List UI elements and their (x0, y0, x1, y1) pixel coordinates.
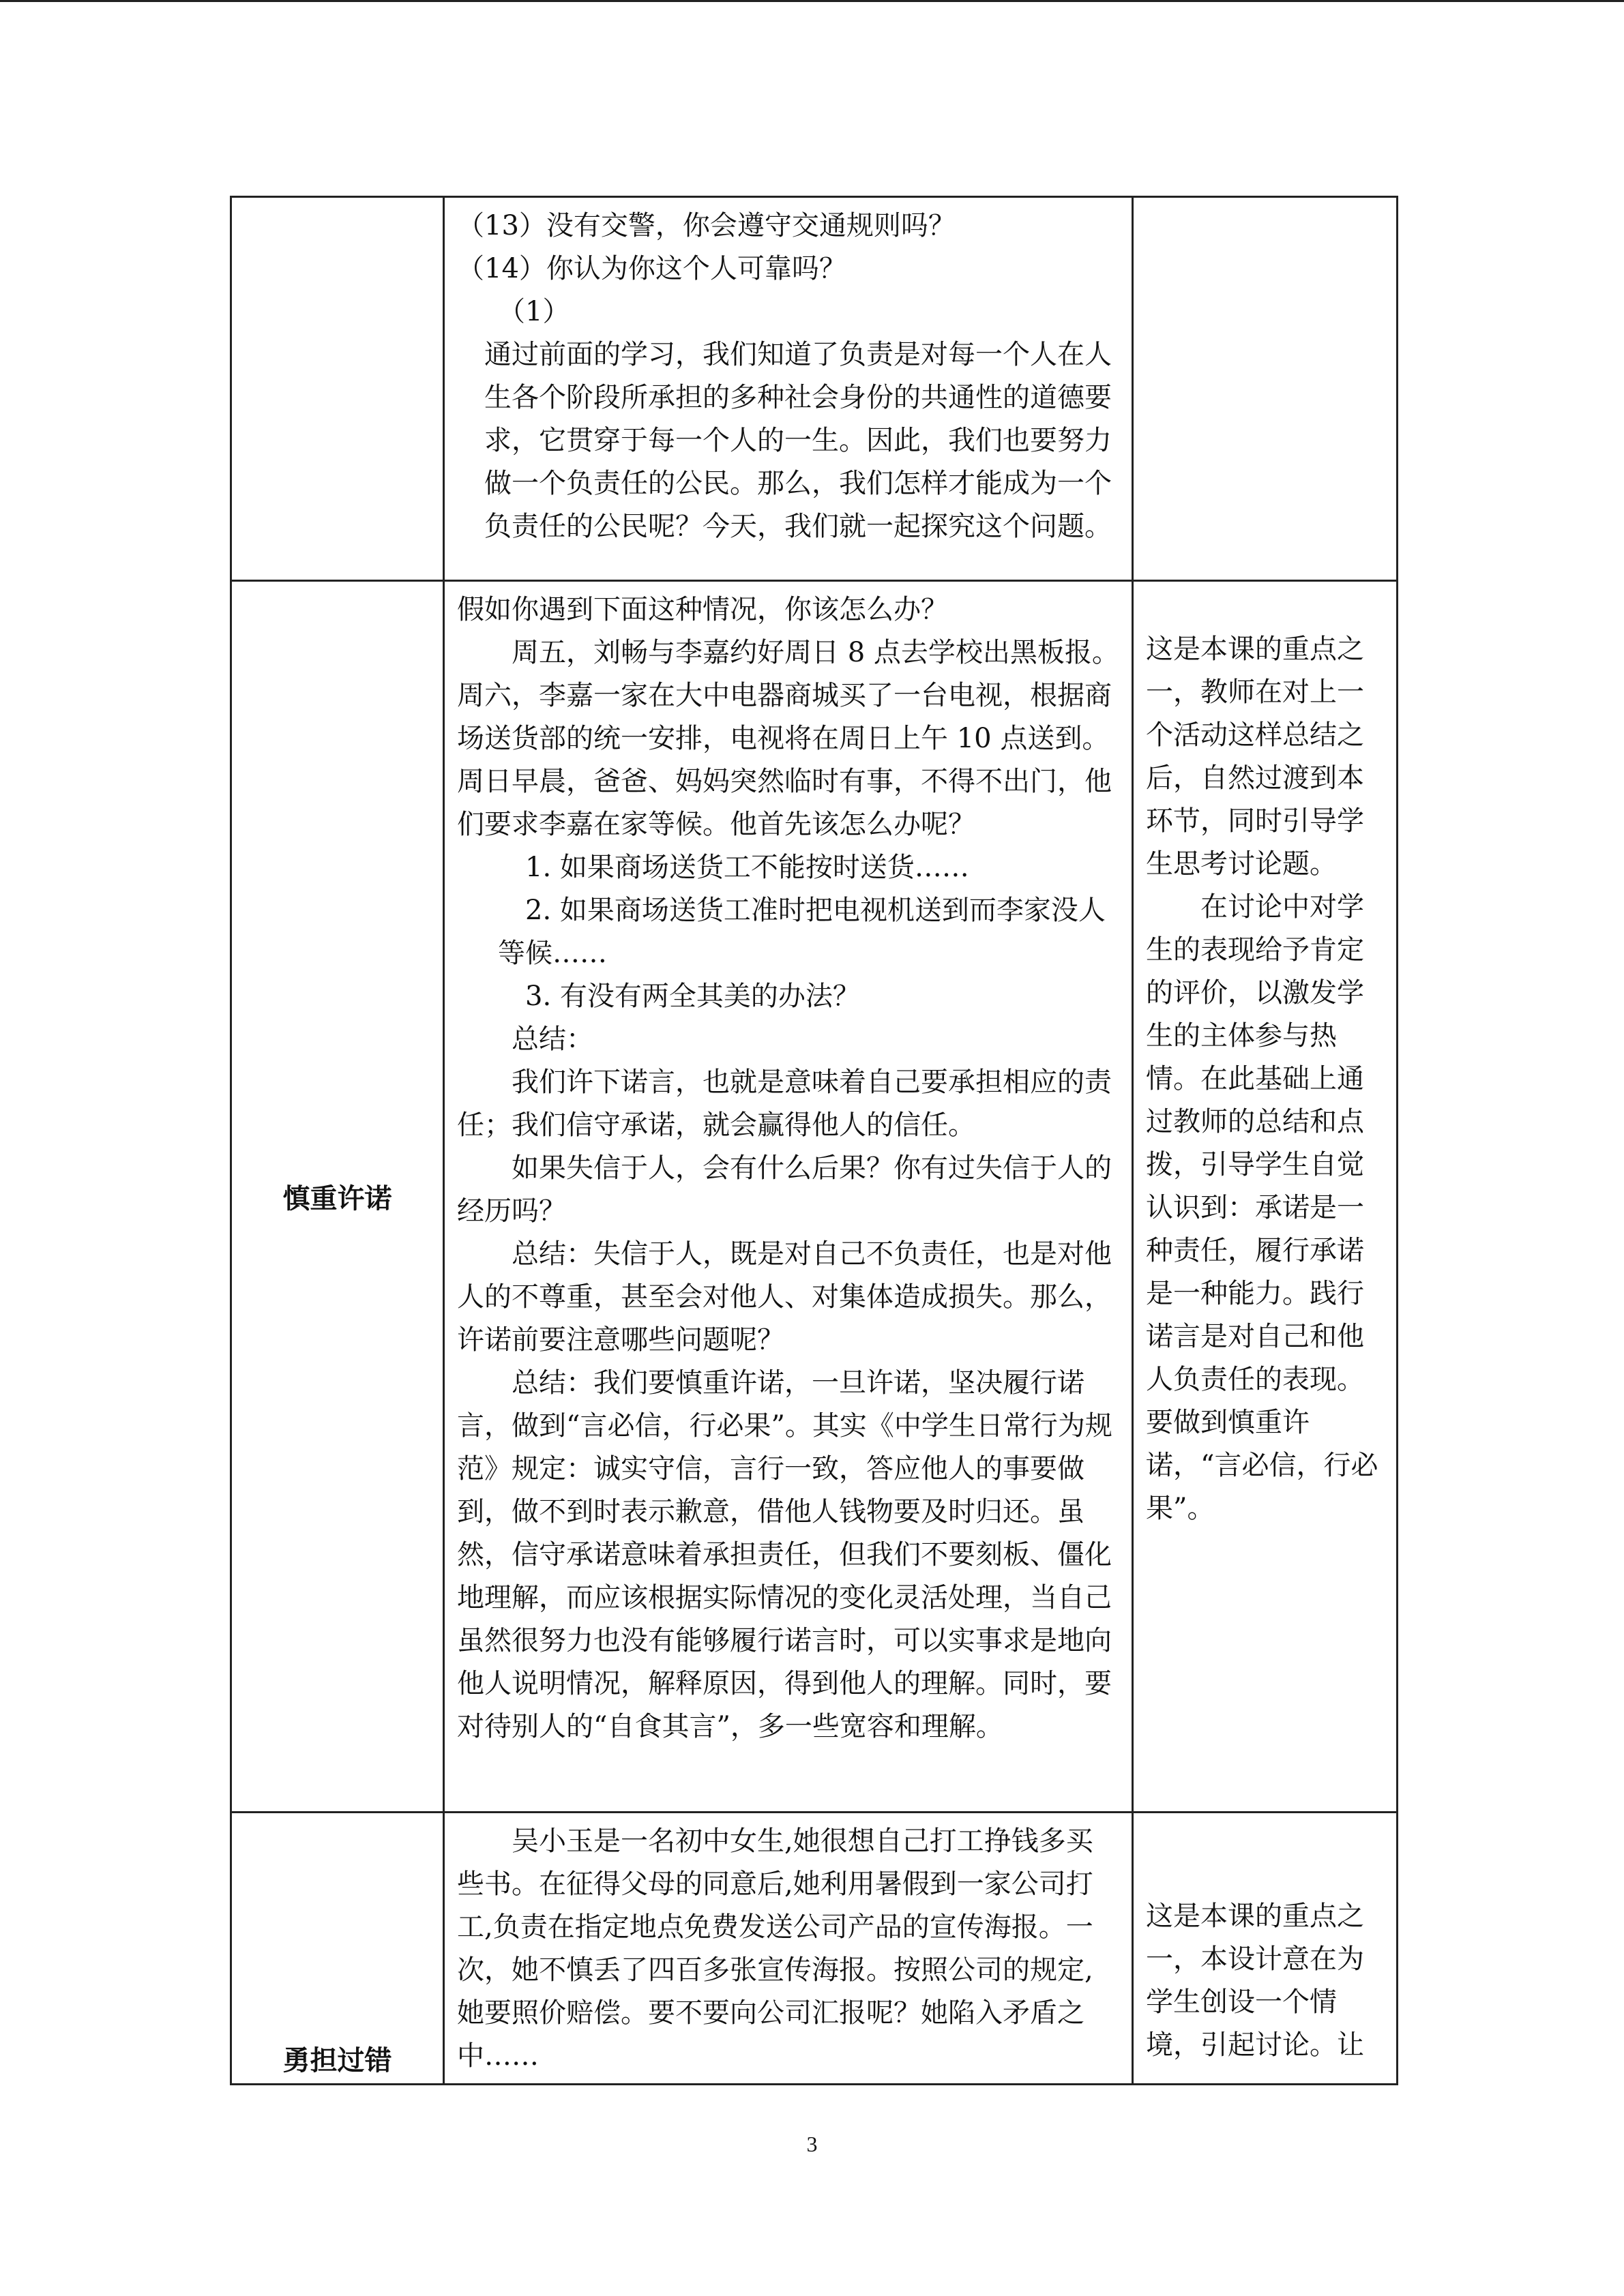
section-cell: 慎重许诺 (231, 581, 444, 1813)
question-paragraph: 如果失信于人，会有什么后果？你有过失信于人的经历吗？ (457, 1152, 1112, 1227)
question-13: （13）没有交警，你会遵守交通规则吗？ (457, 210, 956, 241)
table-row (231, 197, 1398, 581)
summary-paragraph: 总结：我们要慎重许诺，一旦许诺，坚决履行诺言，做到“言必信，行必果”。其实《中学生日常行为规范》规定：诚实守信，言行一致，答应他人的事要做到，做不到时表示歉意，借他人钱物要及时归还。虽然，信守承诺意味着承担责任，但我们不要刻板、僵化地理解，而应该根据实际情况的变化灵活处理，当自己虽然很努力也没有能够履行诺言时，可以实事求是地向他人说明情况，解释原因，得到他人的理解。同时，要对待别人的“自食其言”，多一些宽容和理解。 (457, 1367, 1112, 1742)
option-1: 1. 如果商场送货工不能按时送货…… (525, 852, 969, 883)
page-number: 3 (806, 2132, 818, 2156)
summary-paragraph: 总结：失信于人，既是对自己不负责任，也是对他人的不尊重，甚至会对他人、对集体造成损失。那么，许诺前要注意哪些问题呢？ (457, 1238, 1112, 1356)
lesson-plan-table (230, 196, 1398, 2085)
option-2: 2. 如果商场送货工准时把电视机送到而李家没人等候…… (498, 895, 1106, 969)
case-paragraph: 吴小玉是一名初中女生,她很想自己打工挣钱多买些书。在征得父母的同意后,她利用暑假到一家公司打工,负责在指定地点免费发送公司产品的宣传海报。一次，她不慎丢了四百多张宣传海报。按照公司的规定,她要照价赔偿。要不要向公司汇报呢？她陷入矛盾之中…… (457, 1825, 1093, 2072)
note-cell (1133, 197, 1398, 581)
section-cell (231, 197, 444, 581)
content-cell (444, 581, 1133, 1813)
note-cell (1133, 1813, 1398, 2085)
page-top-border (0, 0, 1624, 2)
item-number: （1） (498, 296, 570, 327)
note-paragraph: 这是本课的重点之一，本设计意在为学生创设一个情境，引起讨论。让 (1146, 1900, 1364, 2061)
summary-label: 总结： (512, 1024, 593, 1055)
content-cell (444, 197, 1133, 581)
content-cell (444, 1813, 1133, 2085)
question-prompt: 假如你遇到下面这种情况，你该怎么办？ (457, 594, 948, 625)
option-3: 3. 有没有两全其美的办法？ (525, 981, 860, 1012)
section-cell: 勇担过错 (231, 1813, 444, 2085)
intro-paragraph: 通过前面的学习，我们知道了负责是对每一个人在人生各个阶段所承担的多种社会身份的共通性的道德要求，它贯穿于每一个人的一生。因此，我们也要努力做一个负责任的公民。那么，我们怎样才能成为一个负责任的公民呢？今天，我们就一起探究这个问题。 (484, 339, 1112, 542)
question-14: （14）你认为你这个人可靠吗？ (457, 253, 846, 284)
table-row (231, 581, 1398, 1813)
table-row (231, 1813, 1398, 2085)
scenario-paragraph: 周五，刘畅与李嘉约好周日 8 点去学校出黑板报。周六，李嘉一家在大中电器商城买了一台电视，根据商场送货部的统一安排，电视将在周日上午 10 点送到。周日早晨，爸爸、妈妈突然临时有事，不得不出门，他们要求李嘉在家等候。他首先该怎么办呢？ (457, 637, 1119, 840)
summary-paragraph: 我们许下诺言，也就是意味着自己要承担相应的责任；我们信守承诺，就会赢得他人的信任。 (457, 1067, 1112, 1141)
note-cell (1133, 581, 1398, 1813)
note-paragraph: 这是本课的重点之一，教师在对上一个活动这样总结之后，自然过渡到本环节，同时引导学生思考讨论题。 (1146, 633, 1364, 880)
note-paragraph: 在讨论中对学生的表现给予肯定的评价，以激发学生的主体参与热情。在此基础上通过教师的总结和点拨，引导学生自觉认识到：承诺是一种责任，履行承诺是一种能力。践行诺言是对自己和他人负责任的表现。要做到慎重许诺，“言必信，行必果”。 (1146, 891, 1378, 1524)
